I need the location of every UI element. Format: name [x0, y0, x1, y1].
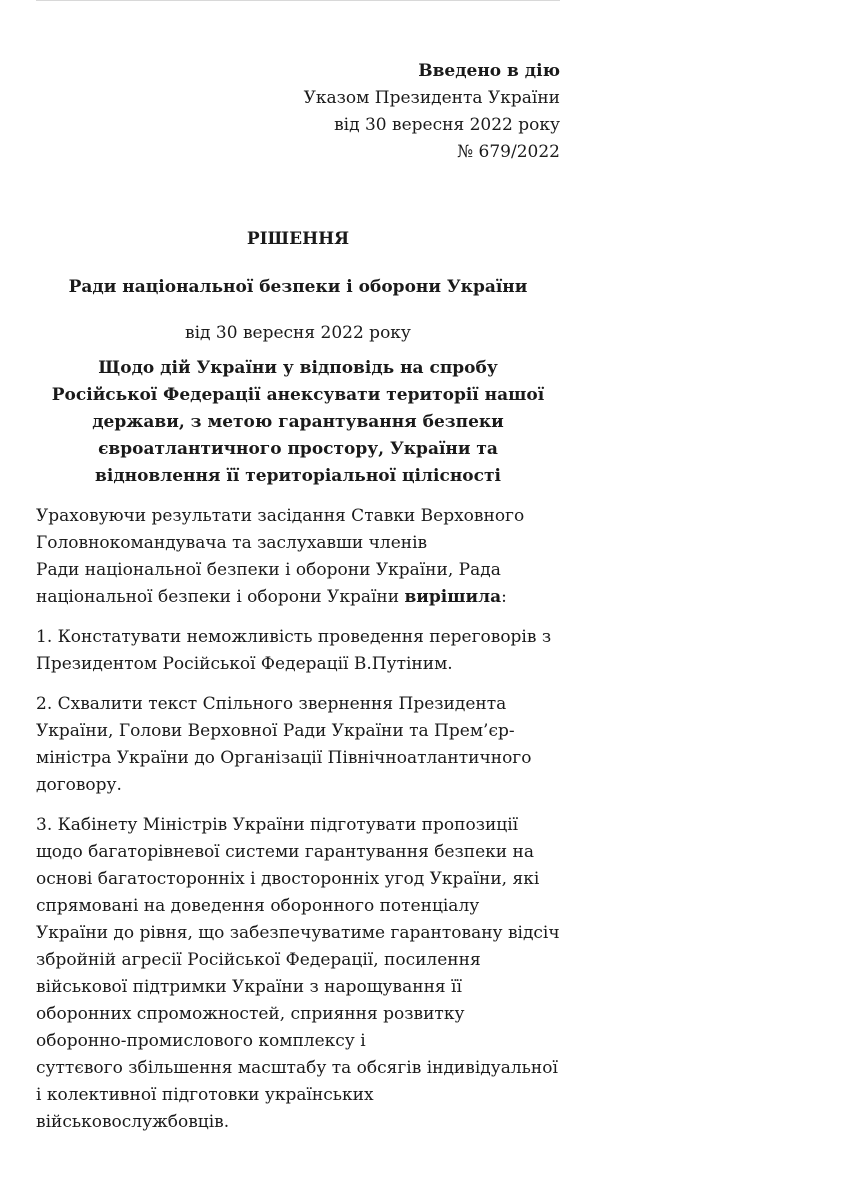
intro-paragraph	[36, 503, 560, 611]
point-line: 3. Кабінету Міністрів України підготувати пропозиції	[36, 815, 519, 835]
document-subject	[36, 355, 560, 490]
point-line: оборонно-промислового комплексу і	[36, 1031, 366, 1051]
subject-line: євроатлантичного простору, України та	[98, 439, 498, 459]
point-line: Президентом Російської Федерації В.Путіним.	[36, 654, 453, 674]
point-line: 2. Схвалити текст Спільного звернення Президента	[36, 694, 507, 714]
intro-line: Ради національної безпеки і оборони України, Рада	[36, 560, 501, 580]
intro-line: Головнокомандувача та заслухавши членів	[36, 533, 428, 553]
intro-last-suffix: :	[501, 587, 507, 607]
document-subtitle: Ради національної безпеки і оборони України	[68, 277, 528, 297]
subject-line: відновлення її територіальної цілісності	[95, 466, 501, 486]
decision-document	[36, 58, 560, 1136]
document-date: від 30 вересня 2022 року	[185, 323, 411, 343]
intro-decided: вирішила	[404, 587, 502, 607]
enactment-number: № 679/2022	[457, 142, 560, 162]
enactment-date: від 30 вересня 2022 року	[334, 115, 560, 135]
point-line: військовослужбовців.	[36, 1112, 230, 1132]
point-line: щодо багаторівневої системи гарантування безпеки на	[36, 842, 534, 862]
subject-line: держави, з метою гарантування безпеки	[92, 412, 504, 432]
top-divider	[36, 0, 560, 1]
point-line: основі багатосторонніх і двосторонніх угод України, які	[36, 869, 540, 889]
intro-line: Ураховуючи результати засідання Ставки Верховного	[36, 506, 525, 526]
enactment-heading: Введено в дію	[418, 61, 560, 81]
point-line: договору.	[36, 775, 122, 795]
point-line: спрямовані на доведення оборонного потенціалу	[36, 896, 480, 916]
intro-last-prefix: національної безпеки і оборони України	[36, 587, 405, 607]
point-1	[36, 624, 560, 678]
point-2	[36, 691, 560, 799]
point-line: військової підтримки України з нарощування її	[36, 977, 462, 997]
intro-last-line	[36, 584, 560, 611]
document-title: РІШЕННЯ	[246, 229, 350, 249]
subject-line: Щодо дій України у відповідь на спробу	[98, 358, 498, 378]
point-line: України до рівня, що забезпечуватиме гарантовану відсіч	[36, 923, 560, 943]
subject-line: Російської Федерації анексувати території нашої	[51, 385, 545, 405]
point-line: 1. Констатувати неможливість проведення переговорів з	[36, 627, 552, 647]
point-line: і колективної підготовки українських	[36, 1085, 374, 1105]
enactment-block	[36, 58, 560, 166]
point-line: міністра України до Організації Північноатлантичного	[36, 748, 532, 768]
point-3	[36, 812, 560, 1136]
point-line: суттєвого збільшення масштабу та обсягів індивідуальної	[36, 1058, 558, 1078]
point-line: України, Голови Верховної Ради України та Прем’єр-	[36, 721, 515, 741]
point-line: збройній агресії Російської Федерації, посилення	[36, 950, 481, 970]
point-line: оборонних спроможностей, сприяння розвитку	[36, 1004, 465, 1024]
enactment-decree: Указом Президента України	[303, 88, 560, 108]
